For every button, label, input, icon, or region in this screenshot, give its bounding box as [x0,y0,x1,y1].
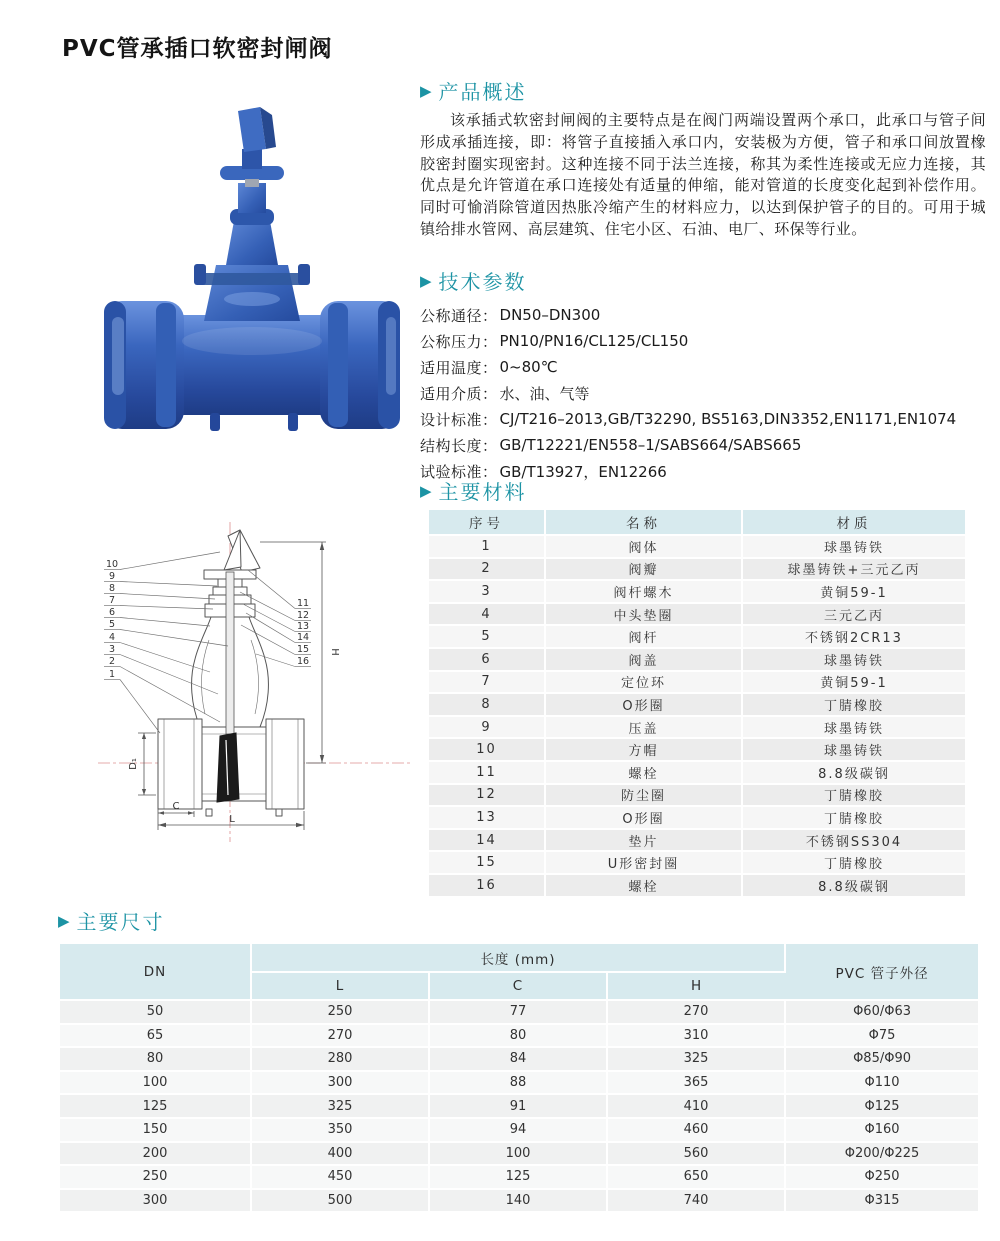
materials-cell: 黄铜59-1 [742,580,965,603]
table-row [429,851,965,874]
param-label: 结构长度： [420,436,498,455]
materials-cell: 8.8级碳钢 [742,874,965,897]
callout-number: 13 [296,621,310,632]
tech-param-row [420,406,986,432]
materials-cell: 螺栓 [545,874,742,897]
dimensions-cell: 365 [607,1071,785,1095]
dimensions-table [60,944,978,1213]
product-photo [92,103,412,441]
materials-cell: U形密封圈 [545,851,742,874]
materials-cell: O形圈 [545,693,742,716]
materials-cell: 黄铜59-1 [742,671,965,694]
callout-number: 5 [108,619,116,630]
section-header-dimensions [58,906,165,935]
tech-params-title: 技术参数 [438,270,527,294]
table-row [60,1165,978,1189]
section-arrow-icon: ▶ [420,272,432,290]
materials-cell: 球墨铸铁 [742,738,965,761]
materials-cell: 螺栓 [545,761,742,784]
materials-table-body [429,535,965,897]
dimensions-cell: 80 [60,1047,251,1071]
dim-label-h: H [329,648,340,656]
dims-header-row-1 [60,944,978,972]
table-row [429,829,965,852]
dimensions-cell: 325 [251,1094,429,1118]
materials-cell: 5 [429,625,545,648]
callout-number: 8 [108,583,116,594]
dimensions-cell: 310 [607,1024,785,1048]
dimensions-cell: 270 [251,1024,429,1048]
section-tech-params [420,266,986,484]
section-arrow-icon: ▶ [420,482,432,500]
materials-cell: 球墨铸铁 [742,716,965,739]
callout-number: 9 [108,571,116,582]
materials-cell: 8.8级碳钢 [742,761,965,784]
dimensions-cell: 91 [429,1094,607,1118]
materials-cell: 阀体 [545,535,742,558]
param-label: 公称压力： [420,332,498,351]
dimensions-cell: 560 [607,1142,785,1166]
param-value: CJ/T216–2013,GB/T32290, BS5163,DIN3352,EN1171,EN1074 [499,410,957,428]
dimensions-cell: 77 [429,1000,607,1024]
materials-cell: 11 [429,761,545,784]
materials-cell: 16 [429,874,545,897]
table-row [60,1094,978,1118]
dimensions-cell: 280 [251,1047,429,1071]
dimensions-cell: Φ160 [785,1118,978,1142]
dim-label-l: L [229,814,235,825]
materials-header-no: 序号 [429,510,545,535]
section-arrow-icon: ▶ [58,912,70,930]
valve-stem-cap [220,107,284,187]
dimensions-cell: 500 [251,1189,429,1213]
materials-header-name: 名称 [545,510,742,535]
materials-cell: 10 [429,738,545,761]
callout-number: 11 [296,598,310,609]
materials-cell: 丁腈橡胶 [742,693,965,716]
dimensions-cell: 84 [429,1047,607,1071]
materials-cell: 定位环 [545,671,742,694]
materials-cell: 垫片 [545,829,742,852]
callout-number: 14 [296,632,310,643]
table-row [60,1024,978,1048]
dims-header-pvc: PVC 管子外径 [785,944,978,1000]
materials-header-row [429,510,965,535]
materials-cell: 方帽 [545,738,742,761]
materials-cell: 6 [429,648,545,671]
materials-cell: 阀杆 [545,625,742,648]
section-header-tech-params [420,266,986,295]
dimensions-title: 主要尺寸 [76,910,165,934]
dimensions-cell: Φ60/Φ63 [785,1000,978,1024]
materials-cell: 防尘圈 [545,784,742,807]
callout-number: 15 [296,644,310,655]
section-overview [420,76,986,241]
section-materials [420,476,986,898]
dimensions-cell: 80 [429,1024,607,1048]
table-row [60,1118,978,1142]
dimensions-cell: 460 [607,1118,785,1142]
tech-param-row [420,432,986,458]
dimensions-cell: 250 [251,1000,429,1024]
valve-stem-section [226,572,234,734]
table-row [60,1071,978,1095]
callout-number: 3 [108,644,116,655]
tech-param-row [420,302,986,328]
materials-cell: 13 [429,806,545,829]
materials-cell: 4 [429,603,545,626]
materials-cell: 阀杆螺木 [545,580,742,603]
dimensions-cell: 400 [251,1142,429,1166]
dimensions-cell: 300 [251,1071,429,1095]
dimensions-cell: 410 [607,1094,785,1118]
dimensions-cell: 50 [60,1000,251,1024]
overview-title: 产品概述 [438,80,527,104]
dims-header-c: C [429,972,607,1000]
page-title: PVC管承插口软密封闸阀 [62,36,333,62]
param-label: 公称通径： [420,306,498,325]
dims-header-dn: DN [60,944,251,1000]
dimensions-cell: Φ200/Φ225 [785,1142,978,1166]
table-row [429,648,965,671]
materials-cell: O形圈 [545,806,742,829]
dimensions-cell: 94 [429,1118,607,1142]
materials-table [429,510,965,898]
materials-cell: 球墨铸铁+三元乙丙 [742,558,965,581]
dimensions-cell: 350 [251,1118,429,1142]
dimensions-cell: 65 [60,1024,251,1048]
table-row [429,625,965,648]
dimensions-cell: 300 [60,1189,251,1213]
tech-param-row [420,328,986,354]
dimensions-cell: 125 [429,1165,607,1189]
tech-params-list [420,302,986,484]
dimensions-cell: 650 [607,1165,785,1189]
table-row [60,1189,978,1213]
materials-cell: 1 [429,535,545,558]
materials-cell: 不锈钢SS304 [742,829,965,852]
overview-paragraph: 该承插式软密封闸阀的主要特点是在阀门两端设置两个承口，此承口与管子间形成承插连接，即：将管子直接插入承口内，安装极为方便，管子和承口间放置橡胶密封圈实现密封。这种连接不同于法兰连接，称其为柔性连接或无应力连接，其优点是允许管道在承口连接处有适量的伸缩，能对管道的长度变化起到补偿作用。同时可愉消除管道因热胀冷缩产生的材料应力，以达到保护管子的目的。可用于城镇给排水管网、高层建筑、住宅小区、石油、电厂、环保等行业。 [420,111,986,238]
materials-cell: 3 [429,580,545,603]
materials-cell: 8 [429,693,545,716]
materials-cell: 球墨铸铁 [742,648,965,671]
dims-header-l: L [251,972,429,1000]
dimensions-cell: 125 [60,1094,251,1118]
materials-cell: 12 [429,784,545,807]
dimensions-cell: Φ75 [785,1024,978,1048]
table-row [429,784,965,807]
callout-number: 6 [108,607,116,618]
materials-cell: 丁腈橡胶 [742,784,965,807]
dim-label-d1: D₁ [128,758,139,770]
dimensions-table-body [60,1000,978,1212]
technical-drawing [60,512,420,872]
section-header-materials [420,476,986,505]
materials-cell: 压盖 [545,716,742,739]
table-row [429,535,965,558]
param-label: 适用温度： [420,358,498,377]
materials-title: 主要材料 [438,480,527,504]
section-header-overview [420,76,986,105]
dimensions-cell: Φ110 [785,1071,978,1095]
param-value: 0~80℃ [499,358,558,376]
dims-header-h: H [607,972,785,1000]
callout-number: 10 [105,559,119,570]
materials-cell: 阀瓣 [545,558,742,581]
materials-cell: 2 [429,558,545,581]
dimensions-cell: 250 [60,1165,251,1189]
tech-param-row [420,354,986,380]
valve-gate-section [217,733,239,802]
dimensions-cell: Φ125 [785,1094,978,1118]
materials-cell: 14 [429,829,545,852]
table-row [429,603,965,626]
callout-number: 16 [296,656,310,667]
table-row [429,874,965,897]
callout-number: 4 [108,632,116,643]
materials-cell: 7 [429,671,545,694]
materials-cell: 丁腈橡胶 [742,806,965,829]
callout-number: 12 [296,610,310,621]
dimensions-cell: Φ85/Φ90 [785,1047,978,1071]
section-arrow-icon: ▶ [420,82,432,100]
materials-cell: 9 [429,716,545,739]
param-value: GB/T12221/EN558–1/SABS664/SABS665 [499,436,802,454]
dimensions-cell: 740 [607,1189,785,1213]
materials-cell: 15 [429,851,545,874]
dimensions-cell: 100 [60,1071,251,1095]
table-row [429,580,965,603]
table-row [60,1142,978,1166]
dimensions-cell: 325 [607,1047,785,1071]
table-row [429,738,965,761]
dimensions-cell: 140 [429,1189,607,1213]
table-row [60,1047,978,1071]
dimensions-cell: Φ250 [785,1165,978,1189]
callout-number: 1 [108,669,116,680]
table-row [429,761,965,784]
table-row [60,1000,978,1024]
dimensions-cell: 100 [429,1142,607,1166]
dimensions-cell: 150 [60,1118,251,1142]
table-row [429,558,965,581]
dimensions-cell: 450 [251,1165,429,1189]
param-value: 水、油、气等 [499,384,590,403]
materials-cell: 丁腈橡胶 [742,851,965,874]
table-row [429,693,965,716]
table-row [429,671,965,694]
dimensions-cell: 200 [60,1142,251,1166]
dimensions-cell: Φ315 [785,1189,978,1213]
table-row [429,716,965,739]
callout-number: 2 [108,656,116,667]
param-value: DN50–DN300 [499,306,601,324]
param-label: 试验标准： [420,462,498,481]
dimensions-cell: 88 [429,1071,607,1095]
table-row [429,806,965,829]
param-label: 适用介质： [420,384,498,403]
materials-cell: 球墨铸铁 [742,535,965,558]
param-value: PN10/PN16/CL125/CL150 [499,332,689,350]
callout-number: 7 [108,595,116,606]
dims-header-length-group: 长度 (mm) [251,944,785,972]
materials-cell: 中头垫圈 [545,603,742,626]
dim-label-c: C [172,801,180,812]
materials-header-material: 材质 [742,510,965,535]
dimensions-cell: 270 [607,1000,785,1024]
param-value: GB/T13927，EN12266 [499,462,667,481]
tech-param-row [420,380,986,406]
materials-cell: 阀盖 [545,648,742,671]
materials-cell: 三元乙丙 [742,603,965,626]
materials-cell: 不锈钢2CR13 [742,625,965,648]
param-label: 设计标准： [420,410,498,429]
